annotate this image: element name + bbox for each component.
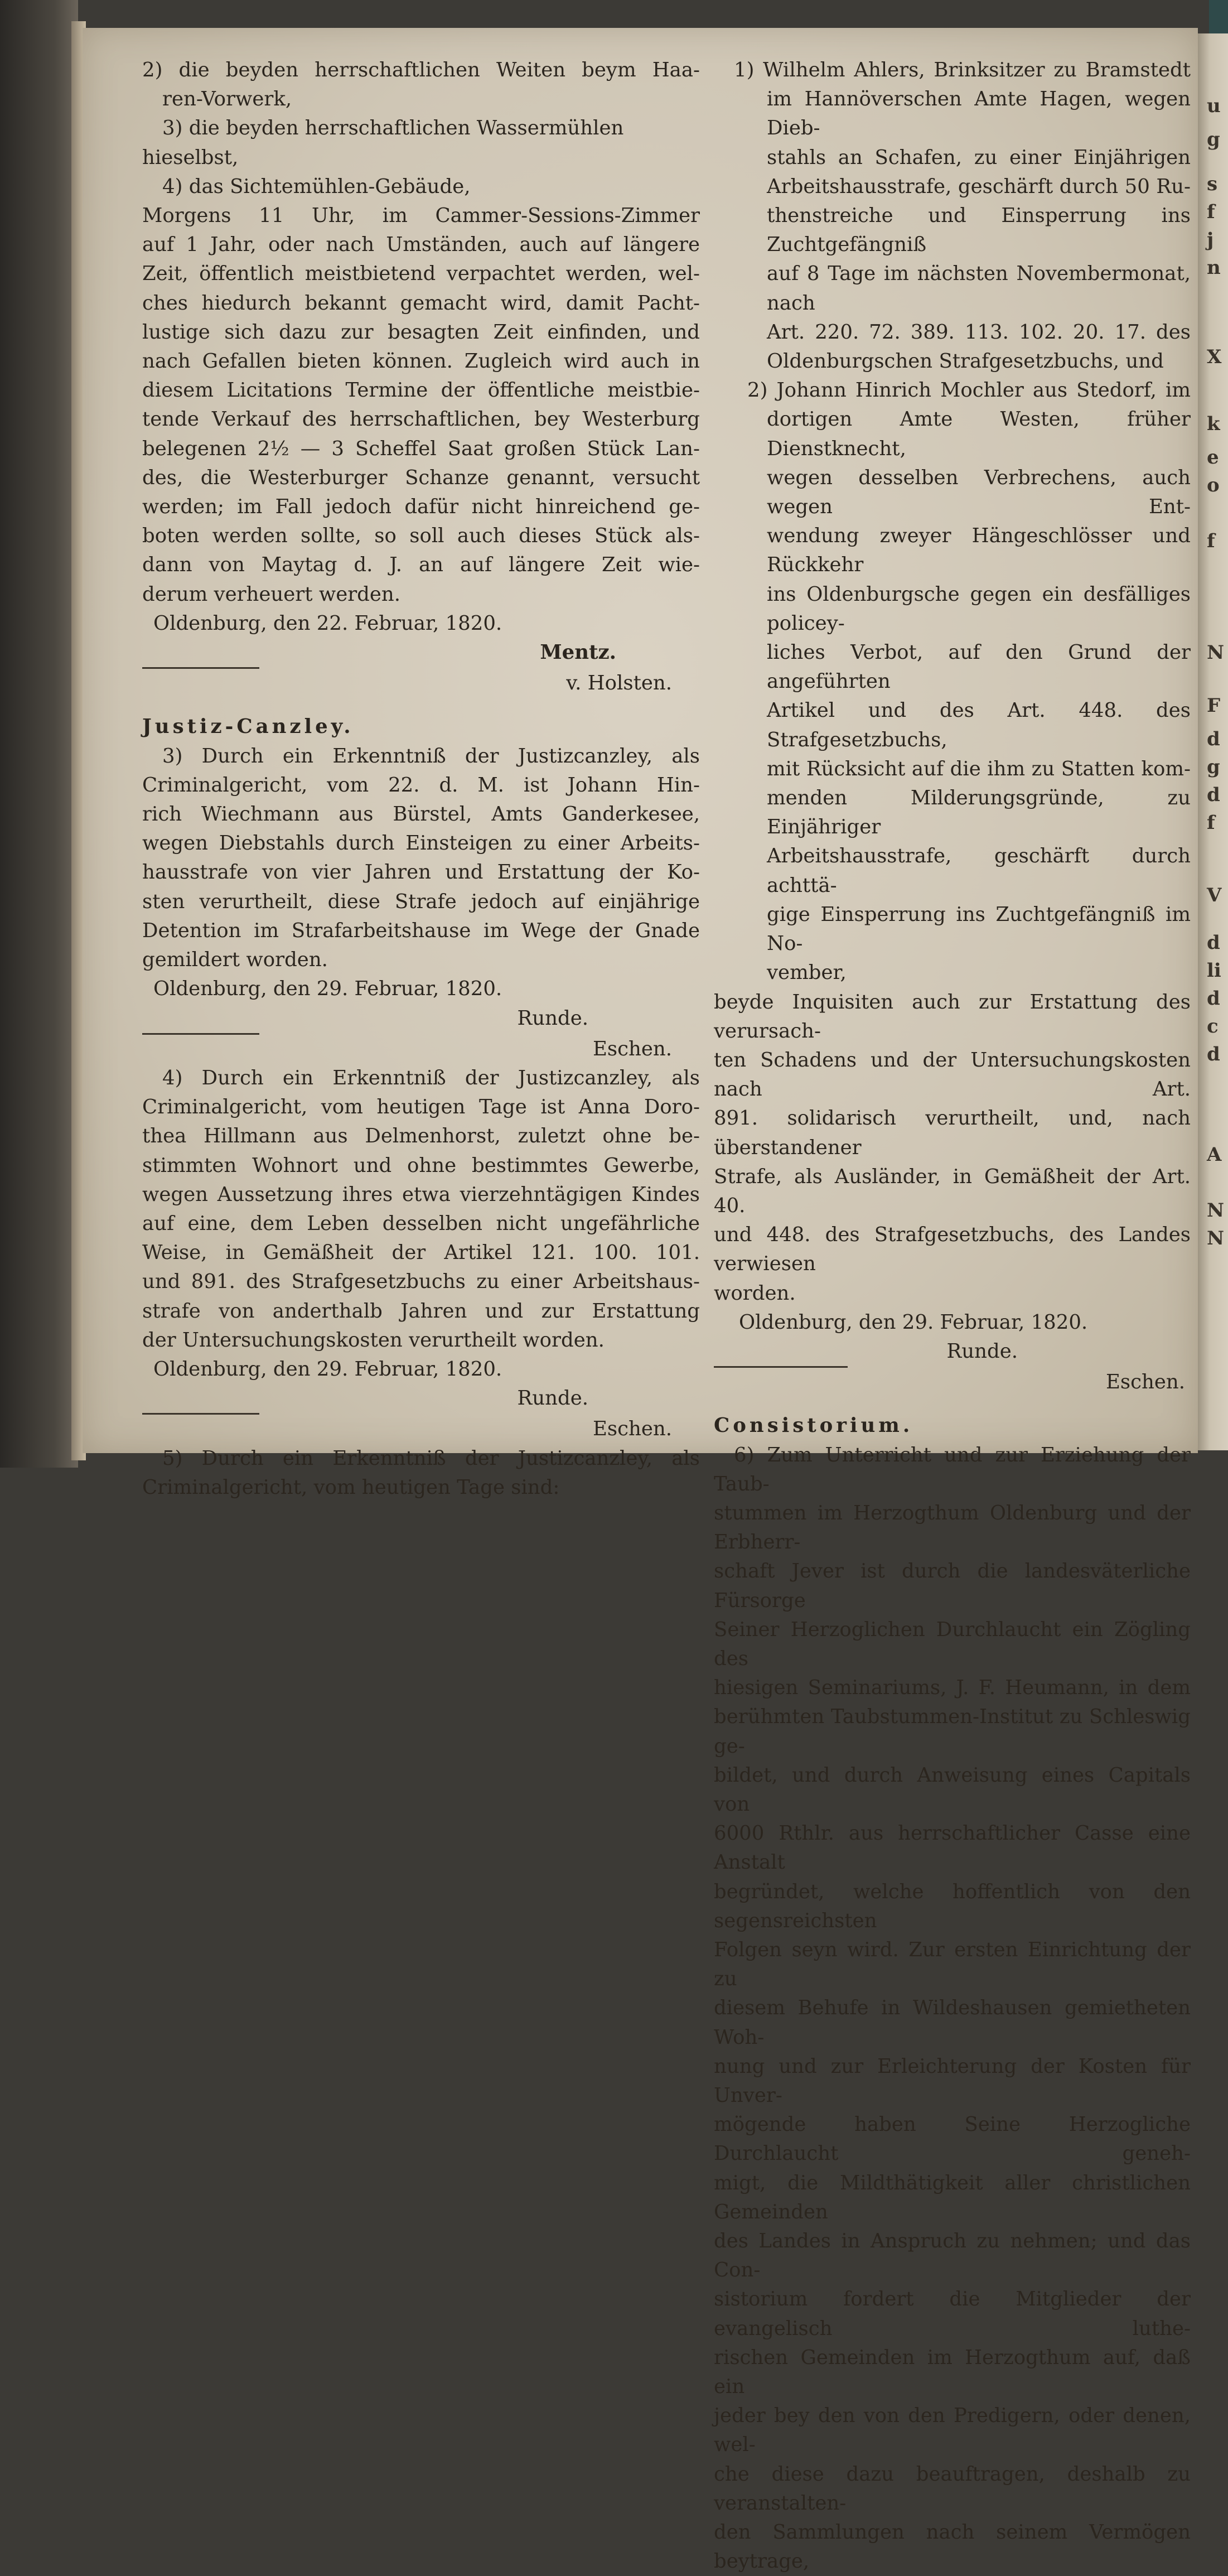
item-2-line-2: ren-Vorwerk, [162,88,292,111]
lease-paragraph [142,201,700,609]
text-line: rich Wiechmann aus Bürstel, Amts Ganderkesee, [142,803,700,826]
text-line: wendung zweyer Hängeschlösser und Rückkehr [767,524,1191,577]
section-heading-justiz: Justiz-Canzley. [142,715,354,739]
text-line: migt, die Mildthätigkeit aller christlichen Gemeinden [714,2171,1191,2223]
text-line: 6000 Rthlr. aus herrschaftlicher Casse eine Anstalt [714,1822,1191,1874]
dateline-4: Oldenburg, den 29. Februar, 1820. [739,1310,1088,1334]
text-line: wegen Aussetzung ihres etwa vierzehntägigen Kindes [142,1183,700,1206]
text-line: 1) Wilhelm Ahlers, Brinksitzer zu Bramstedt [734,59,1191,81]
text-line: Weise, in Gemäßheit der Artikel 121. 100. 101. [142,1241,700,1265]
text-line: stummen im Herzogthum Oldenburg und der Erbherr- [714,1501,1191,1554]
text-line: derum verheuert werden. [142,582,401,606]
text-line: des, die Westerburger Schanze genannt, versucht [142,466,700,489]
text-line: diesem Behufe in Wildeshausen gemietheten Woh- [714,1996,1191,2049]
text-line: gige Einsperrung ins Zuchtgefängniß im No- [767,903,1191,956]
text-line: Zeit, öffentlich meistbietend verpachtet werden, wel- [142,262,700,286]
signature-eschen: Eschen. [592,1417,672,1441]
text-line: 6) Zum Unterricht und zur Erziehung der Taub- [714,1443,1191,1496]
text-line: schaft Jever ist durch die landesväterliche Fürsorge [714,1560,1191,1612]
text-line: liches Verbot, auf den Grund der angeführten [767,641,1191,693]
text-line: 891. solidarisch verurtheilt, und, nach überstandener [714,1107,1191,1159]
margin-char: u [1207,95,1221,117]
text-line: bildet, und durch Anweisung eines Capitals von [714,1763,1191,1816]
margin-char: e [1207,446,1219,469]
text-line: im Hannöverschen Amte Hagen, wegen Dieb- [767,88,1191,140]
text-line: hausstrafe von vier Jahren und Erstattung der Ko- [142,861,700,884]
text-line: werden; im Fall jedoch dafür nicht hinreichend ge- [142,495,700,519]
margin-char: j [1207,229,1214,251]
margin-char: f [1207,201,1215,223]
left-column [142,56,700,1502]
text-line: auf eine, dem Leben desselben nicht ungefährliche [142,1212,700,1235]
text-line: wegen desselben Verbrechens, auch wegen Ent- [767,466,1191,519]
convict-1 [714,56,1191,376]
text-line: dortigen Amte Westen, früher Dienstknecht, [767,408,1191,460]
text-line: mögende haben Seine Herzogliche Durchlaucht geneh- [714,2113,1191,2165]
text-line: des Landes in Anspruch zu nehmen; und das Con- [714,2230,1191,2282]
dateline-1: Oldenburg, den 22. Februar, 1820. [153,611,502,635]
text-line: beyde Inquisiten auch zur Erstattung des verursach- [714,990,1191,1043]
text-line: 2) Johann Hinrich Mochler aus Stedorf, im [747,379,1191,402]
text-line: sistorium fordert die Mitglieder der evangelisch luthe- [714,2288,1191,2340]
margin-char: f [1207,812,1215,834]
margin-char: li [1207,959,1221,982]
text-line: begründet, welche hoffentlich von den segensreichsten [714,1880,1191,1932]
text-line: berühmten Taubstummen-Institut zu Schleswig ge- [714,1705,1191,1758]
text-line: der Untersuchungskosten verurtheilt worden. [142,1328,605,1352]
item-2 [142,56,700,114]
text-line: Morgens 11 Uhr, im Cammer-Sessions-Zimmer [142,204,700,228]
text-line: jeder bey den von den Predigern, oder denen, wel- [714,2404,1191,2457]
verdict-3 [142,742,700,975]
text-line: Arbeitshausstrafe, geschärft durch achttä- [767,845,1191,897]
margin-char: F [1207,694,1221,717]
text-line: wegen Diebstahls durch Einsteigen zu einer Arbeits- [142,832,700,855]
text-line: Arbeitshausstrafe, geschärft durch 50 Ru- [767,175,1191,198]
text-line: boten werden sollte, so soll auch dieses Stück als- [142,524,700,548]
text-line: nach Gefallen bieten können. Zugleich wird auch in [142,350,700,373]
text-line: Detention im Strafarbeitshause im Wege der Gnade [142,919,700,942]
text-line: thea Hillmann aus Delmenhorst, zuletzt ohne be- [142,1125,700,1148]
margin-char: g [1207,128,1220,151]
margin-char: A [1207,1144,1222,1166]
text-line: worden. [714,1281,796,1305]
text-line: lustige sich dazu zur besagten Zeit einfinden, und [142,320,700,344]
text-line: belegenen 2½ — 3 Scheffel Saat großen Stück Lan- [142,437,700,460]
text-line: nung und zur Erleichterung der Kosten für Unver- [714,2054,1191,2107]
margin-char: N [1207,1199,1225,1222]
signature-holsten: v. Holsten. [566,672,672,695]
margin-char: d [1207,728,1220,750]
signature-mentz: Mentz. [540,641,616,664]
margin-char: d [1207,932,1220,954]
margin-char: s [1207,173,1218,195]
text-line: stimmten Wohnort und ohne bestimmtes Gewerbe, [142,1154,700,1177]
signature-eschen: Eschen. [592,1037,672,1060]
sentence-summary [714,988,1191,1308]
text-line: hiesigen Seminariums, J. F. Heumann, in dem [714,1676,1191,1700]
text-line: Oldenburgschen Strafgesetzbuchs, und [767,350,1164,373]
margin-char: g [1207,756,1220,778]
consistorium-notice [714,1441,1191,2576]
text-line: den Sammlungen nach seinem Vermögen beytrage, [714,2521,1191,2573]
signature-runde: Runde. [517,1006,588,1030]
margin-char: k [1207,413,1220,435]
text-line: 3) Durch ein Erkenntniß der Justizcanzley, als [162,744,700,768]
text-line: ten Schadens und der Untersuchungskosten nach Art. [714,1048,1191,1101]
text-line: und 891. des Strafgesetzbuchs zu einer Arbeitshaus- [142,1270,700,1294]
item-4: 4) das Sichtemühlen-Gebäude, [162,175,471,198]
text-line: tende Verkauf des herrschaftlichen, bey Westerburg [142,408,700,431]
margin-char: d [1207,1043,1220,1065]
text-line: Criminalgericht, vom 22. d. M. ist Johann Hin- [142,773,700,797]
text-line: vember, [767,961,847,985]
text-line: Strafe, als Ausländer, in Gemäßheit der Art. 40. [714,1165,1191,1217]
margin-char: f [1207,530,1215,552]
text-line: mit Rücksicht auf die ihm zu Statten kom- [767,757,1191,780]
text-line: gemildert worden. [142,948,328,972]
text-line: che diese dazu beauftragen, deshalb zu veranstalten- [714,2462,1191,2515]
right-column [714,56,1191,2576]
text-line: Folgen seyn wird. Zur ersten Einrichtung der zu [714,1938,1191,1991]
text-line: sten verurtheilt, diese Strafe jedoch auf einjährige [142,890,700,913]
text-line: stahls an Schafen, zu einer Einjährigen [767,146,1191,169]
text-line: Artikel und des Art. 448. des Strafgesetzbuchs, [767,699,1191,751]
text-line: Criminalgericht, vom heutigen Tage ist Anna Doro- [142,1096,700,1119]
signature-eschen: Eschen. [1105,1371,1185,1394]
item-3: 3) die beyden herrschaftlichen Wassermühlen hieselbst, [142,117,624,169]
dateline-3: Oldenburg, den 29. Februar, 1820. [153,1357,502,1381]
text-line: auf 8 Tage im nächsten Novembermonat, nach [767,262,1191,315]
text-line: menden Milderungsgründe, zu Einjähriger [767,787,1191,839]
signature-runde: Runde. [946,1339,1018,1363]
margin-char: V [1207,884,1222,906]
margin-char: o [1207,474,1220,496]
text-line: 5) Durch ein Erkenntniß der Justizcanzley, als [162,1446,700,1470]
text-line: thenstreiche und Einsperrung ins Zuchtgefängniß [767,204,1191,257]
text-line: 4) Durch ein Erkenntniß der Justizcanzley, als [162,1066,700,1089]
text-line: dann von Maytag d. J. an auf längere Zeit wie- [142,553,700,577]
verdict-4 [142,1064,700,1355]
text-line: rischen Gemeinden im Herzogthum auf, daß ein [714,2346,1191,2399]
dateline-2: Oldenburg, den 29. Februar, 1820. [153,977,502,1001]
text-line: Criminalgericht, vom heutigen Tage sind: [142,1475,560,1499]
text-line: auf 1 Jahr, oder nach Umständen, auch auf längere [142,233,700,257]
binding-shadow [0,0,78,1468]
text-line: und 448. des Strafgesetzbuchs, des Landes verwiesen [714,1223,1191,1276]
text-line: Seiner Herzoglichen Durchlaucht ein Zögling des [714,1618,1191,1670]
signature-runde: Runde. [517,1387,588,1410]
margin-char: c [1207,1015,1219,1038]
convict-2 [714,376,1191,987]
verdict-5 [142,1444,700,1502]
text-line: diesem Licitations Termine der öffentliche meistbie- [142,379,700,402]
text-line: strafe von anderthalb Jahren und zur Erstattung [142,1299,700,1323]
margin-char: N [1207,641,1225,664]
margin-char: N [1207,1227,1225,1250]
section-heading-consistorium: Consistorium. [714,1414,913,1437]
margin-char: X [1207,346,1222,368]
margin-char: n [1207,257,1221,279]
text-line: ches hiedurch bekannt gemacht wird, damit Pacht- [142,291,700,315]
margin-char: d [1207,784,1220,806]
text-line: ins Oldenburgsche gegen ein desfälliges policey- [767,582,1191,635]
item-2-line-1: 2) die beyden herrschaftlichen Weiten beym Haa- [142,59,700,81]
margin-char: d [1207,987,1220,1010]
text-line: Art. 220. 72. 389. 113. 102. 20. 17. des [767,320,1191,344]
next-page-edge [1198,33,1228,1450]
